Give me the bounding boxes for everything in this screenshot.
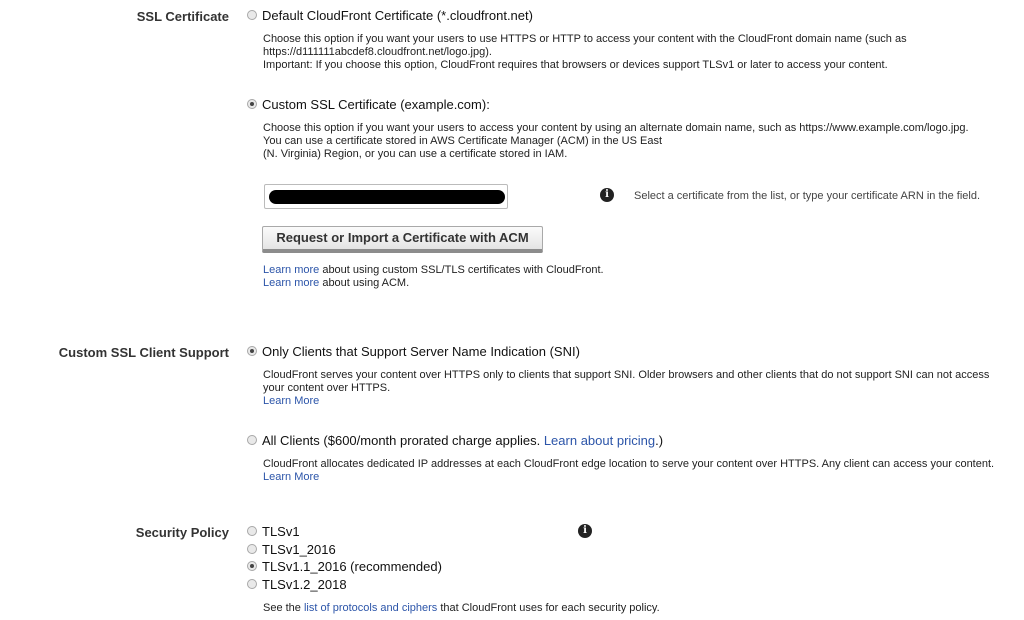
pricing-link[interactable]: Learn about pricing: [543, 433, 656, 448]
policy-label-tlsv1: TLSv1: [262, 524, 300, 539]
default-certificate-radio[interactable]: [247, 10, 257, 20]
request-certificate-button[interactable]: Request or Import a Certificate with ACM: [262, 226, 543, 253]
all-clients-radio[interactable]: [247, 435, 257, 445]
all-clients-description: [263, 458, 994, 484]
learn-more-ssl-text: about using custom SSL/TLS certificates with CloudFront.: [319, 264, 604, 276]
policy-radio-tlsv1-2016[interactable]: [247, 544, 257, 554]
policy-footer-suffix: that CloudFront uses for each security policy.: [437, 602, 660, 614]
description-line: Choose this option if you want your users to use HTTPS or HTTP to access your content with the CloudFront domain name (such as: [263, 33, 907, 45]
policy-label-tlsv1-2016: TLSv1_2016: [262, 542, 336, 557]
description-line: https://d111111abcdef8.cloudfront.net/logo.jpg).: [263, 46, 492, 58]
certificate-hint: Select a certificate from the list, or type your certificate ARN in the field.: [634, 190, 981, 202]
policy-footer: [263, 602, 660, 615]
all-clients-learn-more-link[interactable]: Learn More: [263, 471, 320, 483]
info-icon[interactable]: i: [600, 188, 614, 202]
client-support-label: Custom SSL Client Support: [58, 345, 229, 360]
policy-radio-tlsv1[interactable]: [247, 526, 257, 536]
default-certificate-description: [263, 33, 907, 72]
description-line: CloudFront serves your content over HTTPS only to clients that support SNI. Older browsers and other clients that do not support SNI can not access: [263, 369, 990, 381]
info-icon[interactable]: i: [578, 524, 592, 538]
learn-more-acm: [263, 277, 409, 290]
all-clients-label-prefix: All Clients ($600/month prorated charge applies.: [262, 433, 544, 448]
sni-learn-more-link[interactable]: Learn More: [263, 395, 320, 407]
sni-label: Only Clients that Support Server Name Indication (SNI): [262, 344, 580, 359]
sni-description: [263, 369, 989, 408]
description-line: Choose this option if you want your users to access your content by using an alternate domain name, such as https://www.example.com/logo.jpg.: [263, 122, 969, 134]
sni-radio[interactable]: [247, 346, 257, 356]
protocols-ciphers-link[interactable]: list of protocols and ciphers: [303, 602, 438, 614]
learn-more-acm-text: about using ACM.: [319, 277, 410, 289]
custom-certificate-description: [263, 122, 969, 161]
redacted-value: [269, 190, 505, 204]
policy-radio-tlsv1-1-2016[interactable]: [247, 561, 257, 571]
custom-certificate-radio[interactable]: [247, 99, 257, 109]
default-certificate-label: Default CloudFront Certificate (*.cloudfront.net): [262, 8, 533, 23]
policy-label-tlsv1-2-2018: TLSv1.2_2018: [262, 577, 347, 592]
all-clients-label: [262, 433, 663, 448]
all-clients-label-suffix: .): [655, 433, 664, 448]
description-line: Important: If you choose this option, CloudFront requires that browsers or devices support TLSv1 or later to access your content.: [263, 59, 888, 71]
learn-more-acm-link[interactable]: Learn more: [263, 277, 320, 289]
certificate-input[interactable]: [264, 184, 508, 209]
description-line: CloudFront allocates dedicated IP addresses at each CloudFront edge location to serve your content over HTTPS. Any client can access your content.: [263, 458, 995, 470]
ssl-certificate-label: SSL Certificate: [136, 9, 229, 24]
description-line: You can use a certificate stored in AWS Certificate Manager (ACM) in the US East: [263, 135, 663, 147]
learn-more-ssl: [263, 264, 604, 277]
policy-radio-tlsv1-2-2018[interactable]: [247, 579, 257, 589]
policy-footer-prefix: See the: [263, 602, 304, 614]
description-line: (N. Virginia) Region, or you can use a certificate stored in IAM.: [263, 148, 568, 160]
custom-certificate-label: Custom SSL Certificate (example.com):: [262, 97, 490, 112]
description-line: your content over HTTPS.: [263, 382, 391, 394]
policy-label-tlsv1-1-2016: TLSv1.1_2016 (recommended): [262, 559, 442, 574]
learn-more-ssl-link[interactable]: Learn more: [263, 264, 320, 276]
security-policy-label: Security Policy: [135, 525, 229, 540]
